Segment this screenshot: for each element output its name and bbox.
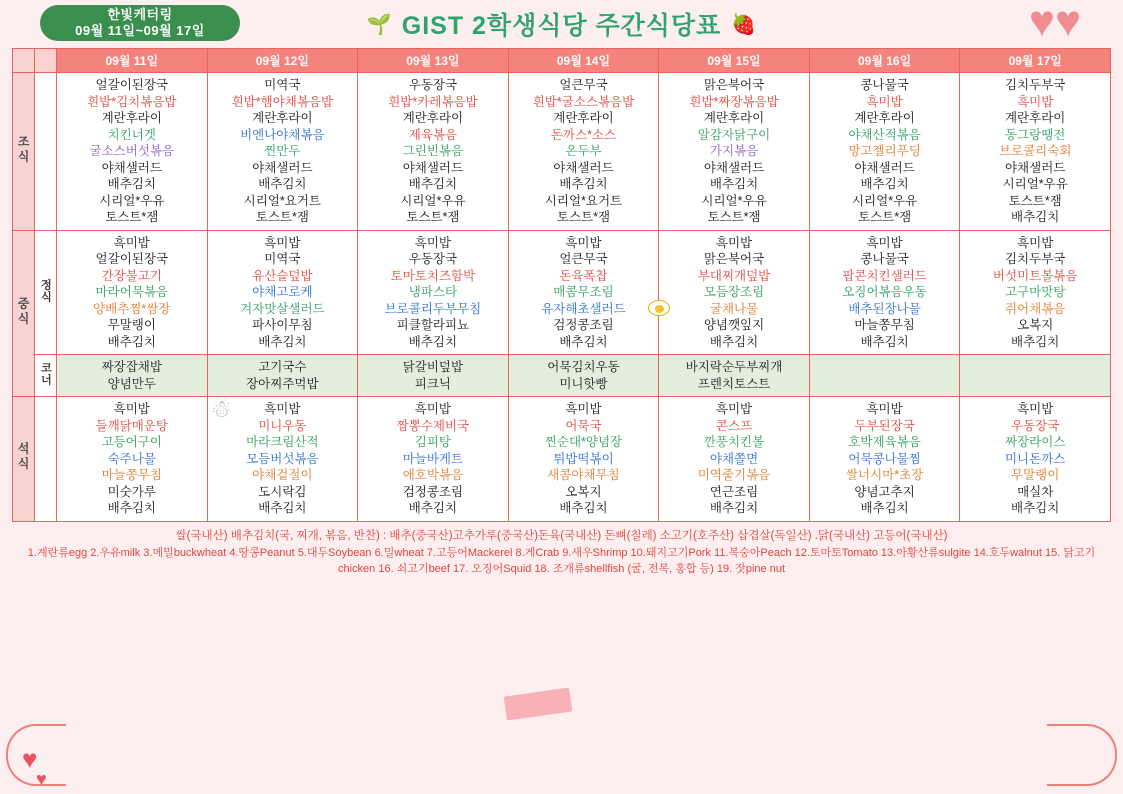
dish-item: 굴채나물: [709, 301, 759, 316]
dish-item: 흑미밥: [264, 402, 301, 416]
menu-cell: [809, 397, 960, 522]
dish-item: 배추김치: [107, 501, 156, 515]
dish-item: 냉파스타: [408, 285, 458, 299]
menu-cell: [809, 73, 960, 231]
dish-item: 새콤야채무침: [547, 468, 620, 482]
dish-item: 마늘쫑무침: [854, 318, 915, 332]
dish-item: 미역국: [264, 252, 301, 266]
menu-cell: [960, 355, 1111, 397]
date-header-4: 09월 14일: [508, 49, 659, 73]
dish-item: 모듬버섯볶음: [246, 451, 319, 466]
date-header-6: 09월 16일: [809, 49, 960, 73]
dish-item: 고구마맛탕: [1004, 285, 1066, 299]
menu-cell: [659, 230, 810, 355]
dish-item: 토스트*잼: [556, 210, 611, 224]
dish-item: 계란후라이: [854, 111, 915, 125]
dish-item: 야채샐러드: [854, 160, 915, 175]
dish-item: 야채고로케: [252, 285, 313, 299]
weekly-menu-table: [12, 48, 1111, 522]
dish-item: 계란후라이: [402, 111, 464, 125]
chef-icon: ☃: [210, 396, 232, 423]
dish-item: 우동장국: [408, 252, 458, 266]
page-title: GIST 2학생식당 주간식당표: [401, 12, 722, 40]
meal-label: [13, 397, 35, 522]
date-header-7: 09월 17일: [960, 49, 1111, 73]
dish-item: 흑미밥: [866, 235, 903, 250]
dish-item: 흑미밥: [715, 402, 753, 416]
title-wrap: [367, 6, 756, 42]
menu-cell: [508, 230, 659, 355]
dish-item: 배추김치: [107, 177, 156, 191]
dish-item: 야채샐러드: [703, 160, 765, 175]
menu-cell: [508, 73, 659, 231]
dish-item: 미숫가루: [107, 484, 156, 499]
dish-item: 양념만두: [107, 376, 156, 391]
dish-item: 애호박볶음: [402, 468, 464, 482]
dish-item: 시리얼*요거트: [544, 193, 623, 208]
menu-cell: [809, 355, 960, 397]
sub-label: [35, 397, 57, 522]
dish-item: 배추김치: [258, 334, 307, 349]
menu-cell: [207, 73, 358, 231]
dish-item: 토마토치즈함박: [390, 268, 476, 283]
dish-item: 배추김치: [860, 501, 909, 515]
dish-item: 얼큰무국: [559, 78, 608, 92]
dish-item: 야채샐러드: [1004, 160, 1066, 175]
leaf-icon-left: 🌱: [366, 13, 392, 36]
dish-item: 피클할라피뇨: [396, 318, 470, 332]
dish-item: 오복지: [565, 484, 602, 499]
meal-label-text: 중식: [16, 296, 30, 327]
dish-item: 토스트*잼: [1008, 193, 1062, 208]
dish-item: 배추김치: [559, 334, 608, 349]
dish-item: 콘스프: [715, 418, 753, 433]
dish-item: 얼갈이된장국: [95, 252, 168, 266]
dish-item: 배추된장나물: [848, 301, 921, 316]
dish-item: 흑미밥: [113, 235, 150, 250]
dish-item: 양념고추지: [854, 484, 915, 499]
dish-item: 흑미밥: [1017, 94, 1054, 109]
dish-item: 김치두부국: [1004, 252, 1066, 266]
dish-item: 마라어묵볶음: [95, 285, 168, 299]
dish-item: 흑미밥: [866, 402, 903, 416]
dish-item: 배추김치: [860, 177, 909, 191]
dish-item: 야채샐러드: [101, 160, 162, 175]
table-header-row: [13, 49, 1111, 73]
dish-item: 우동장국: [1011, 418, 1060, 433]
scroll-decoration-left: [6, 724, 66, 789]
date-header-5: 09월 15일: [659, 49, 810, 73]
date-header-3: 09월 13일: [358, 49, 509, 73]
fried-egg-icon: [648, 300, 670, 316]
dish-item: 김피탕: [414, 435, 452, 449]
catering-name: 한빛케터링: [107, 6, 173, 22]
dish-item: 검정콩조림: [553, 318, 614, 332]
dish-item: 바지락순두부찌개: [685, 360, 783, 374]
dish-item: 얼큰무국: [559, 252, 608, 266]
page-header: [0, 0, 1123, 48]
sub-label-header: [35, 49, 57, 73]
menu-cell: [57, 230, 208, 355]
meal-label-header: [13, 49, 35, 73]
dish-item: 흰밥*짜장볶음밥: [689, 94, 779, 109]
dish-item: 토스트*잼: [707, 210, 761, 224]
menu-cell: [960, 73, 1111, 231]
dish-item: 우동장국: [408, 78, 458, 92]
dish-item: 마라크림산적: [246, 435, 319, 449]
menu-row: [13, 397, 1111, 522]
dish-item: 흑미밥: [866, 94, 903, 109]
dish-item: 시리얼*우유: [851, 193, 918, 208]
dish-item: 토스트*잼: [255, 210, 309, 224]
dish-item: 맑은북어국: [703, 252, 765, 266]
dish-item: 가지볶음: [709, 144, 759, 158]
dish-item: 무말랭이: [107, 318, 156, 332]
dish-item: 고기국수: [258, 360, 307, 374]
dish-item: 간장불고기: [101, 268, 162, 283]
dish-item: 배추김치: [408, 334, 458, 349]
table-body: [13, 73, 1111, 522]
tape-decoration: [504, 688, 573, 721]
dish-item: 미니우동: [258, 418, 307, 433]
dish-item: 배추김치: [1011, 334, 1060, 349]
footer-notes: [12, 528, 1111, 578]
menu-cell: [659, 397, 810, 522]
dish-item: 돈육폭찹: [559, 268, 608, 283]
menu-cell: [57, 355, 208, 397]
dish-item: 무말랭이: [1011, 468, 1060, 482]
dish-item: 어묵콩나물찜: [848, 451, 921, 466]
dish-item: 계란후라이: [703, 111, 765, 125]
dish-item: 토스트*잼: [858, 210, 912, 224]
dish-item: 비엔나야채볶음: [240, 127, 325, 142]
dish-item: 배추김치: [107, 334, 156, 349]
meal-label-text: 석식: [16, 442, 30, 473]
dish-item: 어묵국: [565, 418, 602, 433]
dish-item: 야채쫄면: [709, 451, 759, 466]
dish-item: 망고젤리푸딩: [848, 144, 921, 158]
dish-item: 마늘바게트: [402, 451, 464, 466]
dish-item: 배추김치: [1011, 210, 1060, 224]
dish-item: 야채샐러드: [402, 160, 464, 175]
dish-item: 유자해초샐러드: [541, 301, 626, 316]
dish-item: 찐순대*양념장: [544, 435, 623, 449]
dish-item: 흑미밥: [715, 235, 753, 250]
sub-label: [35, 73, 57, 231]
menu-cell: [358, 355, 509, 397]
dish-item: 배추김치: [860, 334, 909, 349]
dish-item: 숙주나물: [107, 451, 156, 466]
dish-item: 콩나물국: [860, 78, 909, 92]
catering-date-range: 09월 11일~09월 17일: [75, 23, 205, 38]
strawberry-icon-right: 🍓: [731, 13, 757, 36]
dish-item: 흑미밥: [113, 402, 150, 416]
dish-item: 배추김치: [408, 177, 458, 191]
dish-item: 호박제육볶음: [848, 435, 921, 449]
dish-item: 치킨너겟: [107, 127, 156, 142]
dish-item: 매콤무조림: [553, 285, 614, 299]
meal-label: [13, 230, 35, 397]
dish-item: 오복지: [1017, 318, 1054, 332]
dish-item: 배추김치: [408, 501, 458, 515]
dish-item: 계란후라이: [101, 111, 162, 125]
menu-row: [13, 355, 1111, 397]
dish-item: 짜장잡채밥: [101, 360, 162, 374]
dish-item: 겨자맛살샐러드: [240, 301, 325, 316]
dish-item: 야채산적볶음: [848, 127, 921, 142]
dish-item: 계란후라이: [1004, 111, 1066, 125]
dish-item: 검정콩조림: [402, 484, 464, 499]
dish-item: 얼갈이된장국: [95, 78, 168, 92]
menu-cell: [508, 397, 659, 522]
dish-item: 시리얼*우유: [1002, 177, 1068, 191]
dish-item: 양배추찜*쌈장: [93, 301, 171, 316]
dish-item: 깐풍치킨볼: [703, 435, 765, 449]
dish-item: 쥐어채볶음: [1004, 301, 1066, 316]
dish-item: 시리얼*우유: [400, 193, 466, 208]
dish-item: 시리얼*우유: [99, 193, 165, 208]
dish-item: 짜장라이스: [1004, 435, 1066, 449]
dish-item: 미역국: [264, 78, 301, 92]
dish-item: 맑은북어국: [703, 78, 765, 92]
menu-cell: [57, 397, 208, 522]
menu-cell: [659, 355, 810, 397]
dish-item: 토스트*잼: [105, 210, 159, 224]
dish-item: 찐만두: [264, 144, 301, 158]
menu-cell: [659, 73, 810, 231]
dish-item: 흑미밥: [1017, 402, 1054, 416]
dish-item: 배추김치: [709, 501, 759, 515]
dish-item: 연근조림: [709, 484, 759, 499]
dish-item: 미니핫빵: [559, 376, 608, 391]
menu-cell: [358, 230, 509, 355]
dish-item: 흰밥*굴소스볶음밥: [532, 94, 635, 109]
dish-item: 제육볶음: [408, 127, 458, 142]
dish-item: 브로콜리숙회: [998, 144, 1072, 158]
menu-cell: [960, 230, 1111, 355]
dish-item: 피크닉: [414, 376, 452, 391]
dish-item: 닭갈비덮밥: [402, 360, 464, 374]
dish-item: 돈까스*소스: [550, 127, 617, 142]
menu-cell: [809, 230, 960, 355]
dish-item: 팝콘치킨샐러드: [842, 268, 927, 283]
dish-item: 콩나물국: [860, 252, 909, 266]
menu-cell: [207, 355, 358, 397]
date-header-1: 09월 11일: [57, 49, 208, 73]
dish-item: 흑미밥: [1017, 235, 1054, 250]
catering-badge: [40, 5, 240, 41]
sub-label-text: 정식: [39, 278, 52, 303]
meal-label-text: 조식: [16, 134, 30, 165]
dish-item: 굴소스버섯볶음: [89, 144, 175, 158]
dish-item: 미니돈까스: [1004, 451, 1066, 466]
scroll-decoration-right: [1047, 724, 1117, 786]
dish-item: 짬뽕수제비국: [396, 418, 470, 433]
dish-item: 토스트*잼: [406, 210, 460, 224]
dish-item: 매실차: [1017, 484, 1054, 499]
date-header-2: 09월 12일: [207, 49, 358, 73]
dish-item: 알감자닭구이: [697, 127, 771, 142]
origin-note: 쌀(국내산) 배추김치(국, 찌개, 볶음, 반찬) : 배추(중국산)고추가루(중국산)돈육(국내산) 돈뼈(칠레) 소고기(호주산) 삽겹살(독일산) .닭(국내산) 고등어(국내산): [175, 529, 948, 542]
dish-item: 고등어구이: [101, 435, 162, 449]
dish-item: 배추김치: [709, 177, 759, 191]
menu-cell: [960, 397, 1111, 522]
dish-item: 계란후라이: [252, 111, 313, 125]
dish-item: 튀밥떡볶이: [553, 451, 614, 466]
dish-item: 미역줄기볶음: [697, 468, 771, 482]
menu-row: [13, 73, 1111, 231]
dish-item: 오징어볶음우동: [842, 285, 927, 299]
dish-item: 온두부: [565, 144, 602, 158]
dish-item: 배추김치: [709, 334, 759, 349]
heart-icon-small: ♥: [36, 769, 47, 789]
dish-item: 양념깻잎지: [703, 318, 765, 332]
sub-label-text: 코너: [39, 362, 52, 386]
allergy-note: 1.계란류egg 2.우유milk 3.메밀buckwheat 4.땅콩Peanut 5.대두Soybean 6.밀wheat 7.고등어Mackerel 8.게Crab 9.새우Shrimp 10.돼지고기Pork 11.복숭아Peach 12.토마토Tomato 13.아황산류sulgite 14.호두walnut 15. 닭고기chicken 16. 쇠고기beef 17. 오징어Squid 18. 조개류shellfish (굴, 전복, 홍합 등) 19. 잣pine nut: [27, 546, 1096, 576]
menu-cell: [358, 397, 509, 522]
dish-item: 배추김치: [258, 177, 307, 191]
sub-label: [35, 230, 57, 355]
dish-item: 야채샐러드: [553, 160, 614, 175]
dish-item: 시리얼*우유: [701, 193, 767, 208]
dish-item: 야채샐러드: [252, 160, 313, 175]
dish-item: 시리얼*요거트: [243, 193, 321, 208]
dish-item: 배추김치: [1011, 501, 1060, 515]
dish-item: 흑미밥: [414, 402, 452, 416]
heart-icon-large: ♥: [22, 744, 38, 774]
sub-label: [35, 355, 57, 397]
menu-row: [13, 230, 1111, 355]
dish-item: 흑미밥: [565, 402, 602, 416]
dish-item: 파사이무침: [252, 318, 313, 332]
dish-item: 버섯미트볼볶음: [992, 268, 1078, 283]
heart-ribbon-decoration: ♥♥: [1028, 0, 1082, 46]
dish-item: 흰밥*카레볶음밥: [388, 94, 478, 109]
dish-item: 흑미밥: [414, 235, 452, 250]
dish-item: 김치두부국: [1004, 78, 1066, 92]
dish-item: 흑미밥: [565, 235, 602, 250]
dish-item: 야채겉절이: [252, 468, 313, 482]
dish-item: 흰밥*햄야채볶음밥: [231, 94, 334, 109]
dish-item: 유산슬덮밥: [252, 268, 313, 283]
dish-item: 부대찌개덮밥: [697, 268, 771, 283]
menu-cell: [207, 230, 358, 355]
dish-item: 브로콜리두부무침: [384, 301, 482, 316]
dish-item: 그린빈볶음: [402, 144, 464, 158]
dish-item: 배추김치: [559, 501, 608, 515]
dish-item: 계란후라이: [553, 111, 614, 125]
meal-label: [13, 73, 35, 231]
menu-cell: [57, 73, 208, 231]
dish-item: 마늘쫑무침: [101, 468, 162, 482]
dish-item: 두부된장국: [854, 418, 915, 433]
dish-item: 쌀너시마*초장: [845, 468, 924, 482]
dish-item: 동그랑땡전: [1004, 127, 1066, 142]
menu-cell: [358, 73, 509, 231]
dish-item: 배추김치: [559, 177, 608, 191]
menu-cell: [508, 355, 659, 397]
dish-item: 모듬장조림: [703, 285, 765, 299]
dish-item: 장아찌주먹밥: [246, 376, 319, 391]
dish-item: 흰밥*김치볶음밥: [87, 94, 177, 109]
dish-item: 배추김치: [258, 501, 307, 515]
dish-item: 흑미밥: [264, 235, 301, 250]
dish-item: 프렌치토스트: [697, 376, 771, 391]
dish-item: 도시락김: [258, 484, 307, 499]
dish-item: 들깨닭매운탕: [95, 418, 168, 433]
dish-item: 어묵김치우동: [547, 360, 620, 374]
